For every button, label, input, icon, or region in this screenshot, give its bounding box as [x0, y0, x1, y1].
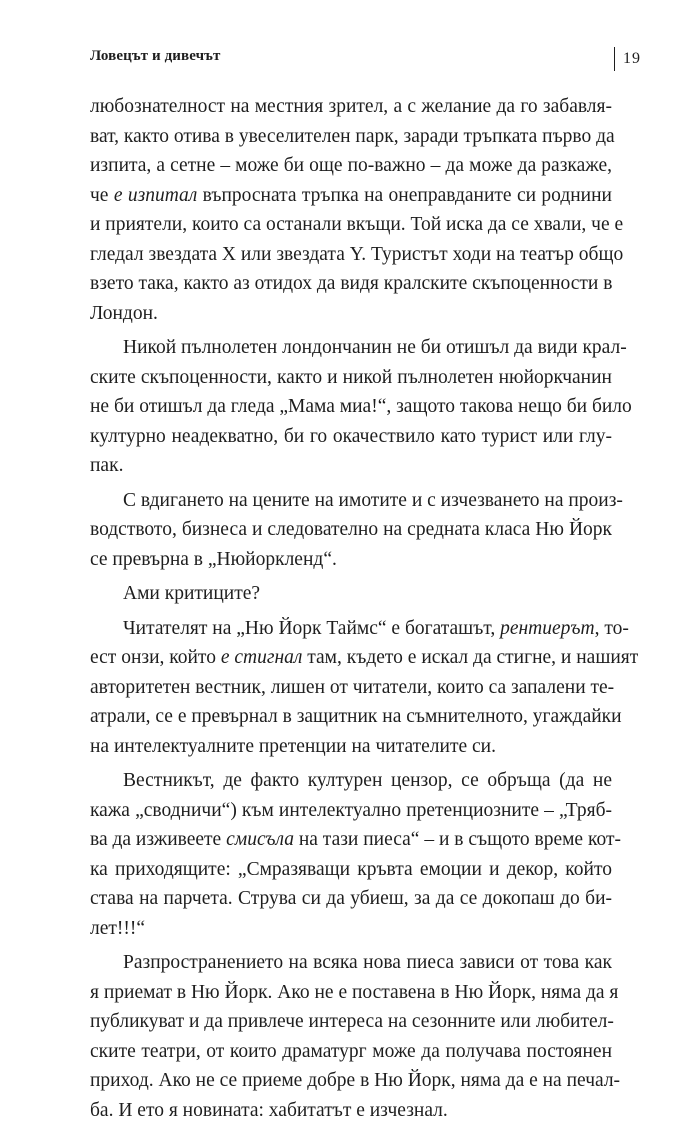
- text-line: я приемат в Ню Йорк. Ако не е поставена в Ню Йорк, няма да я: [90, 978, 612, 1008]
- text-line: културно неадекватно, би го окачествило като турист или глу-: [90, 422, 612, 452]
- text-line: взето така, както аз отидох да видя кралските скъпоценности в: [90, 269, 612, 299]
- text-line: Ами критиците?: [90, 579, 612, 609]
- text-line: атрали, се е превърнал в защитник на съмнителното, угаждайки: [90, 702, 612, 732]
- text-line: любознателност на местния зрител, а с желание да го забавля-: [90, 92, 612, 122]
- text-line: ските скъпоценности, както и никой пълнолетен нюйоркчанин: [90, 363, 612, 393]
- text-line: приход. Ако не се приеме добре в Ню Йорк, няма да е на печал-: [90, 1066, 612, 1096]
- italic-emphasis: смисъла: [226, 829, 294, 850]
- text-line: Разпространението на всяка нова пиеса зависи от това как: [90, 948, 612, 978]
- text-line: Никой пълнолетен лондончанин не би отишъл да види крал-: [90, 333, 612, 363]
- text-line: ка приходящите: „Смразяващи кръвта емоции и декор, който: [90, 855, 612, 885]
- text-line: ба. И ето я новината: хабитатът е изчезнал.: [90, 1096, 612, 1125]
- page-number: 19: [623, 50, 641, 68]
- italic-emphasis: е стигнал: [221, 647, 303, 668]
- page-number-block: [614, 44, 641, 74]
- text-line: на интелектуалните претенции на читателите си.: [90, 732, 612, 762]
- text-line: че е изпитал въпросната тръпка на онеправданите си роднини: [90, 181, 612, 211]
- text-line: гледал звездата X или звездата Y. Туристът ходи на театър общо: [90, 240, 612, 270]
- text-line: ват, както отива в увеселителен парк, заради тръпката първо да: [90, 122, 612, 152]
- text-line: С вдигането на цените на имотите и с изчезването на произ-: [90, 486, 612, 516]
- italic-emphasis: рентиерът: [500, 618, 595, 639]
- text-line: публикуват и да привлече интереса на сезонните или любител-: [90, 1007, 612, 1037]
- body-text: [90, 92, 612, 1125]
- text-line: авторитетен вестник, лишен от читатели, които са запалени те-: [90, 673, 612, 703]
- text-line: и приятели, които са останали вкъщи. Той иска да се хвали, че е: [90, 210, 612, 240]
- text-line: кажа „сводничи“) към интелектуално претенциозните – „Тряб-: [90, 796, 612, 826]
- text-line: става на парчета. Струва си да убиеш, за да се докопаш до би-: [90, 884, 612, 914]
- page-number-rule: [614, 47, 615, 71]
- text-line: ест онзи, който е стигнал там, където е искал да стигне, и нашият: [90, 643, 612, 673]
- italic-emphasis: е изпитал: [114, 185, 197, 206]
- text-line: ските театри, от които драматург може да получава постоянен: [90, 1037, 612, 1067]
- text-line: лет!!!“: [90, 914, 612, 944]
- running-head-title: Ловецът и дивечът: [90, 48, 220, 65]
- text-line: пак.: [90, 451, 612, 481]
- text-line: Читателят на „Ню Йорк Таймс“ е богаташът, рентиерът, то-: [90, 614, 612, 644]
- text-line: Вестникът, де факто културен цензор, се обръща (да не: [90, 766, 612, 796]
- text-line: не би отишъл да гледа „Мама миа!“, защото такова нещо би било: [90, 392, 612, 422]
- text-line: се превърна в „Нюйоркленд“.: [90, 545, 612, 575]
- text-line: ва да изживеете смисъла на тази пиеса“ – и в същото време кот-: [90, 825, 612, 855]
- text-line: водството, бизнеса и следователно на средната класа Ню Йорк: [90, 515, 612, 545]
- text-line: Лондон.: [90, 299, 612, 329]
- text-line: изпита, а сетне – може би още по-важно – да може да разкаже,: [90, 151, 612, 181]
